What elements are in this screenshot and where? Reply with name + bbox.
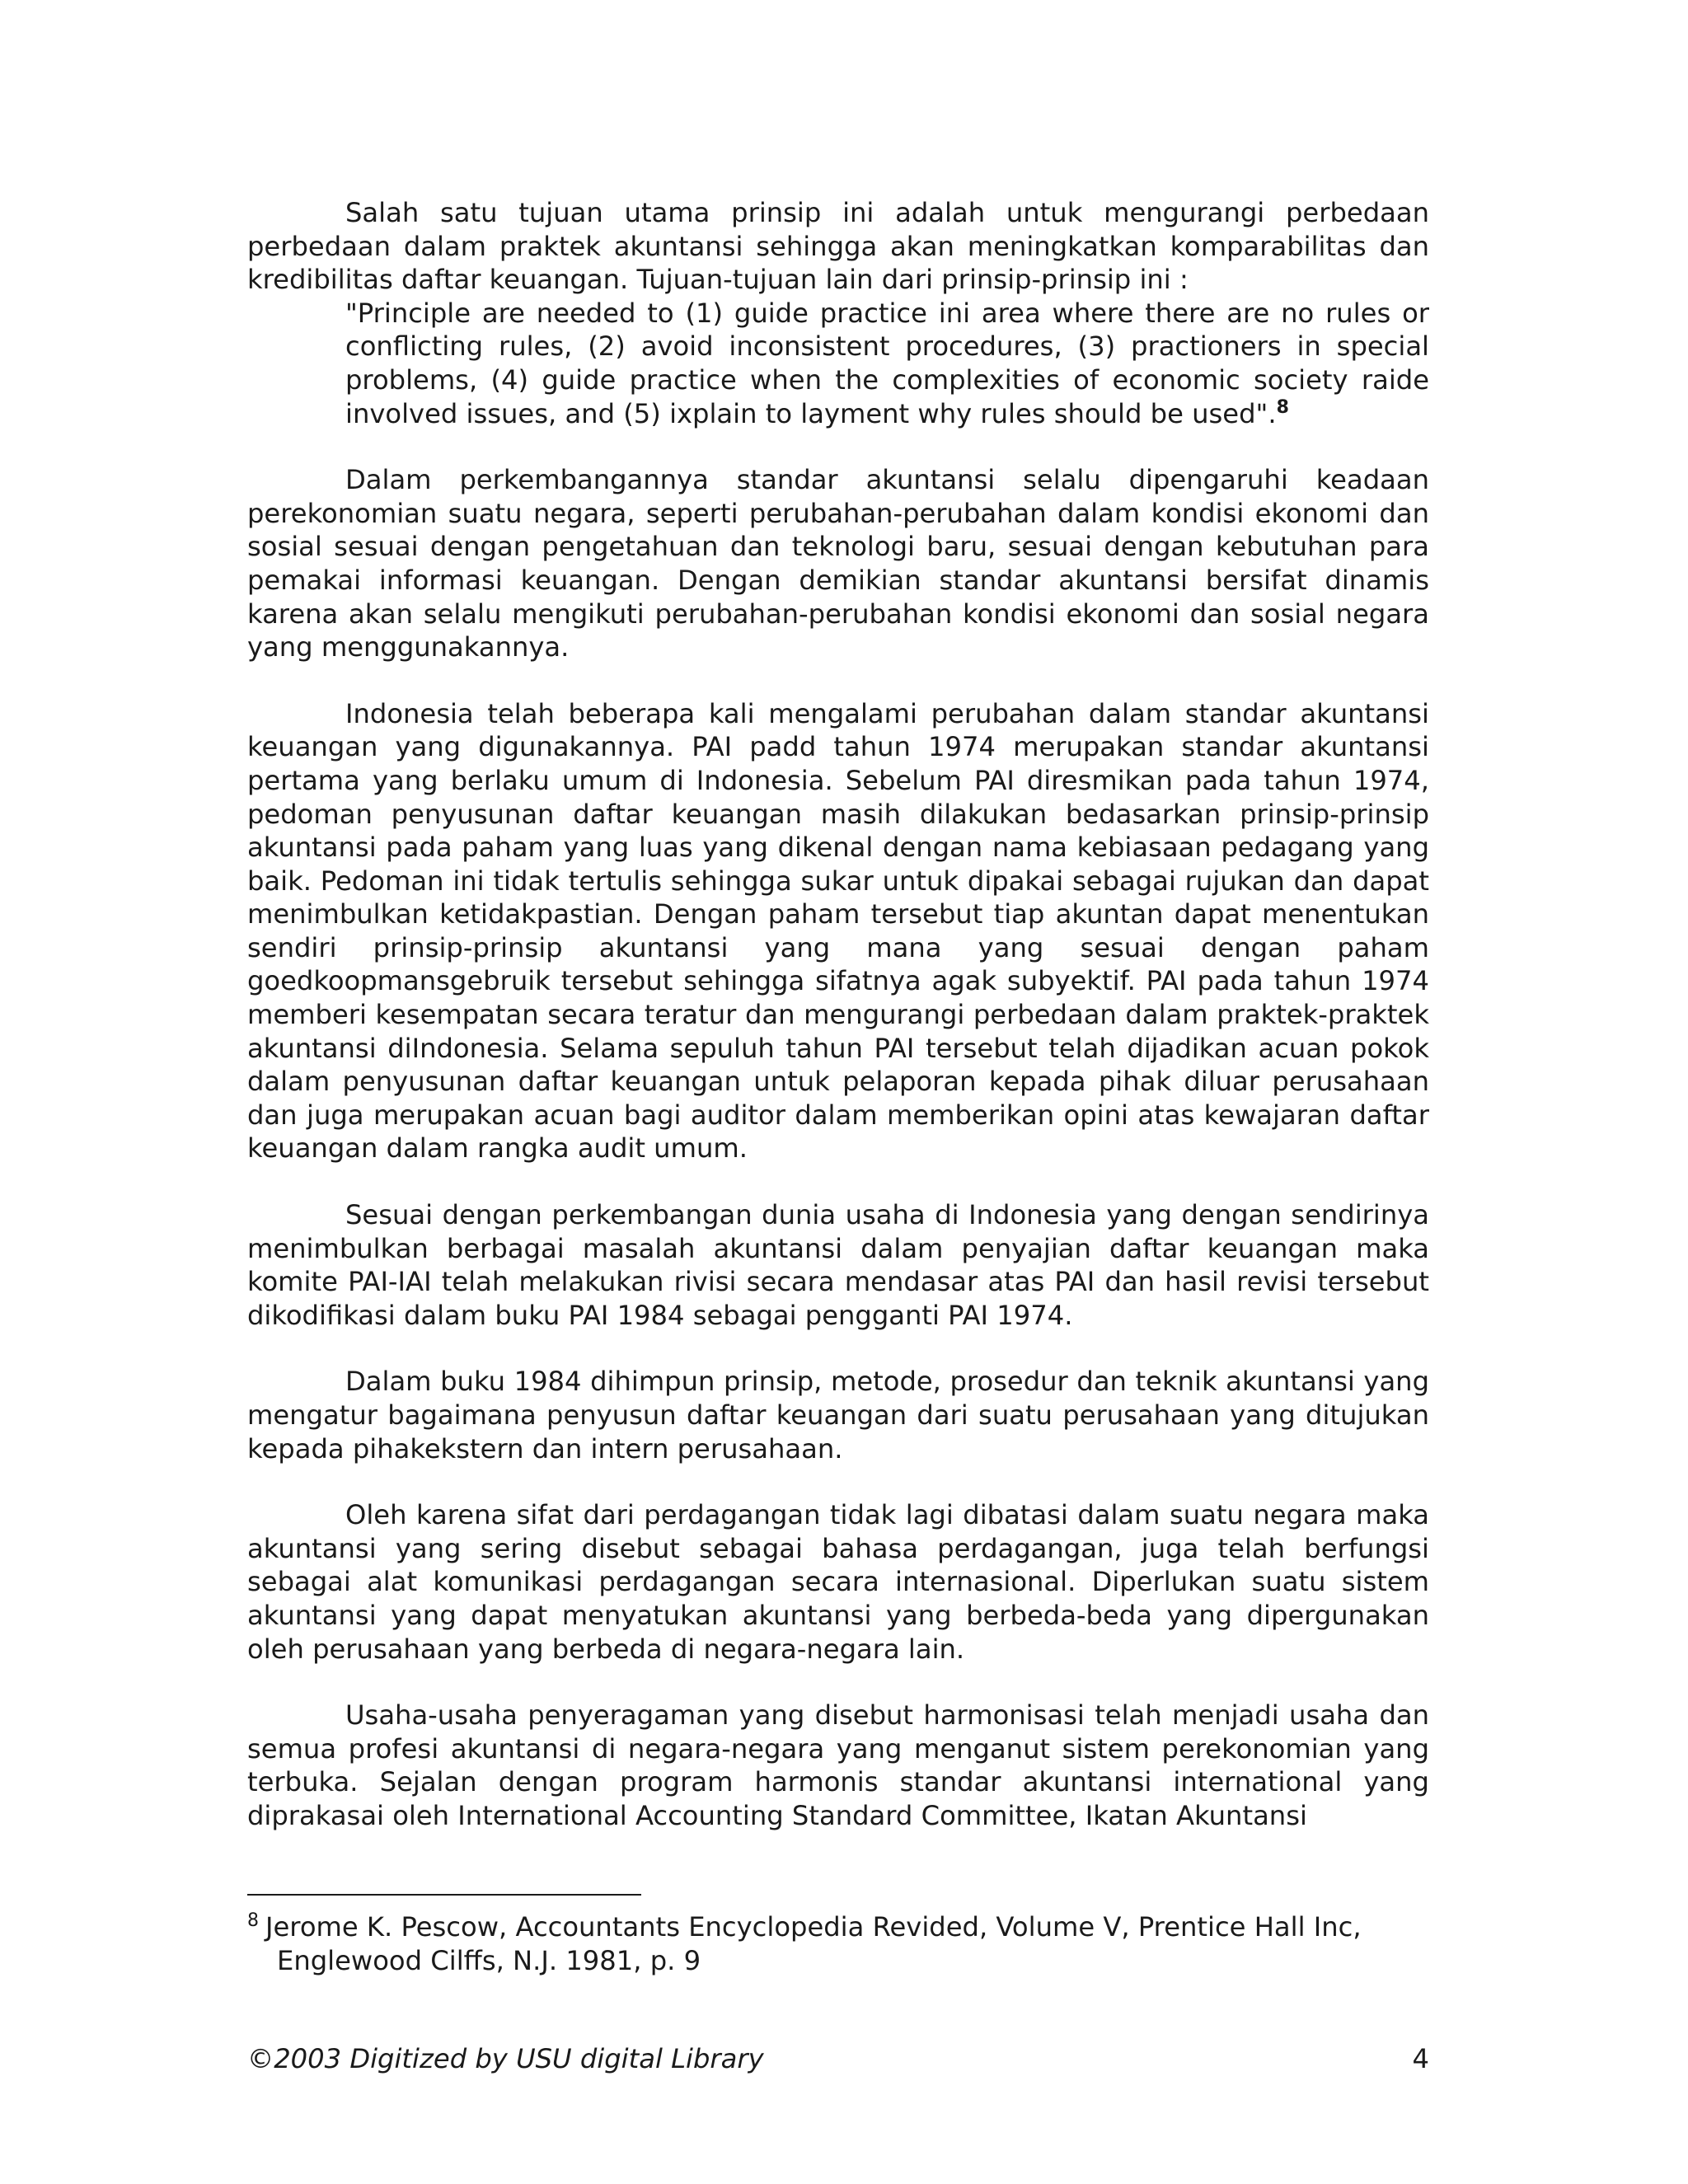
digitization-credit: ©2003 Digitized by USU digital Library [247, 2043, 764, 2074]
footnote-number: 8 [247, 1910, 259, 1931]
paragraph-harmonisasi: Usaha-usaha penyeragaman yang disebut harmonisasi telah menjadi usaha dan semua profesi akuntansi di negara-negara yang menganut sistem perekonomian yang terbuka. Sejalan dengan program harmonis standar akuntansi international yang diprakasai oleh International Accounting Standard Committee, Ikatan Akuntansi [247, 1699, 1429, 1831]
footnote-line-1 [247, 1911, 1362, 1943]
page-footer [247, 2042, 1429, 2075]
paragraph-perdagangan: Oleh karena sifat dari perdagangan tidak lagi dibatasi dalam suatu negara maka akuntansi yang sering disebut sebagai bahasa perdagangan, juga telah berfungsi sebagai alat komunikasi perdagangan secara internasional. Diperlukan suatu sistem akuntansi yang dapat menyatukan akuntansi yang berbeda-beda yang dipergunakan oleh perusahaan yang berbeda di negara-negara lain. [247, 1499, 1429, 1665]
paragraph-indonesia: Indonesia telah beberapa kali mengalami perubahan dalam standar akuntansi keuangan yang digunakannya. PAI padd tahun 1974 merupakan standar akuntansi pertama yang berlaku umum di Indonesia. Sebelum PAI diresmikan pada tahun 1974, pedoman penyusunan daftar keuangan masih dilakukan bedasarkan prinsip-prinsip akuntansi pada paham yang luas yang dikenal dengan nama kebiasaan pedagang yang baik. Pedoman ini tidak tertulis sehingga sukar untuk dipakai sebagai rujukan dan dapat menimbulkan ketidakpastian. Dengan paham tersebut tiap akuntan dapat menentukan sendiri prinsip-prinsip akuntansi yang mana yang sesuai dengan paham goedkoopmansgebruik tersebut sehingga sifatnya agak subyektif. PAI pada tahun 1974 memberi kesempatan secara teratur dan mengurangi perbedaan dalam praktek-praktek akuntansi diIndonesia. Selama sepuluh tahun PAI tersebut telah dijadikan acuan pokok dalam penyusunan daftar keuangan untuk pelaporan kepada pihak diluar perusahaan dan juga merupakan acuan bagi auditor dalam memberikan opini atas kewajaran daftar keuangan dalam rangka audit umum. [247, 697, 1429, 1165]
body-text [247, 196, 1429, 1866]
paragraph-perkembangan: Dalam perkembangannya standar akuntansi selalu dipengaruhi keadaan perekonomian suatu negara, seperti perubahan-perubahan dalam kondisi ekonomi dan sosial sesuai dengan pengetahuan dan teknologi baru, sesuai dengan kebutuhan para pemakai informasi keuangan. Dengan demikian standar akuntansi bersifat dinamis karena akan selalu mengikuti perubahan-perubahan kondisi ekonomi dan sosial negara yang menggunakannya. [247, 464, 1429, 663]
paragraph-sesuai: Sesuai dengan perkembangan dunia usaha di Indonesia yang dengan sendirinya menimbulkan berbagai masalah akuntansi dalam penyajian daftar keuangan maka komite PAI-IAI telah melakukan rivisi secara mendasar atas PAI dan hasil revisi tersebut dikodifikasi dalam buku PAI 1984 sebagai pengganti PAI 1974. [247, 1199, 1429, 1331]
footnote-reference: 8 [1276, 396, 1289, 418]
footnote [247, 1910, 1429, 1977]
page-number: 4 [1412, 2043, 1429, 2074]
footnote-separator [247, 1894, 641, 1896]
quoted-principle [345, 297, 1429, 430]
quote-text: "Principle are needed to (1) guide practice ini area where there are no rules or conflicting rules, (2) avoid inconsistent procedures, (3) practioners in special problems, (4) guide practice when the complexities of economic society raide involved issues, and (5) ixplain to layment why rules should be used". [345, 297, 1429, 429]
footnote-line-2: Englewood Cilffs, N.J. 1981, p. 9 [277, 1944, 701, 1976]
intro-paragraph: Salah satu tujuan utama prinsip ini adalah untuk mengurangi perbedaan perbedaan dalam praktek akuntansi sehingga akan meningkatkan komparabilitas dan kredibilitas daftar keuangan. Tujuan-tujuan lain dari prinsip-prinsip ini : [247, 197, 1429, 296]
footnote-text-1: Jerome K. Pescow, Accountants Encyclopedia Revided, Volume V, Prentice Hall Inc, [265, 1911, 1362, 1943]
paragraph-buku-1984: Dalam buku 1984 dihimpun prinsip, metode, prosedur dan teknik akuntansi yang mengatur bagaimana penyusun daftar keuangan dari suatu perusahaan yang ditujukan kepada pihakekstern dan intern perusahaan. [247, 1366, 1429, 1465]
